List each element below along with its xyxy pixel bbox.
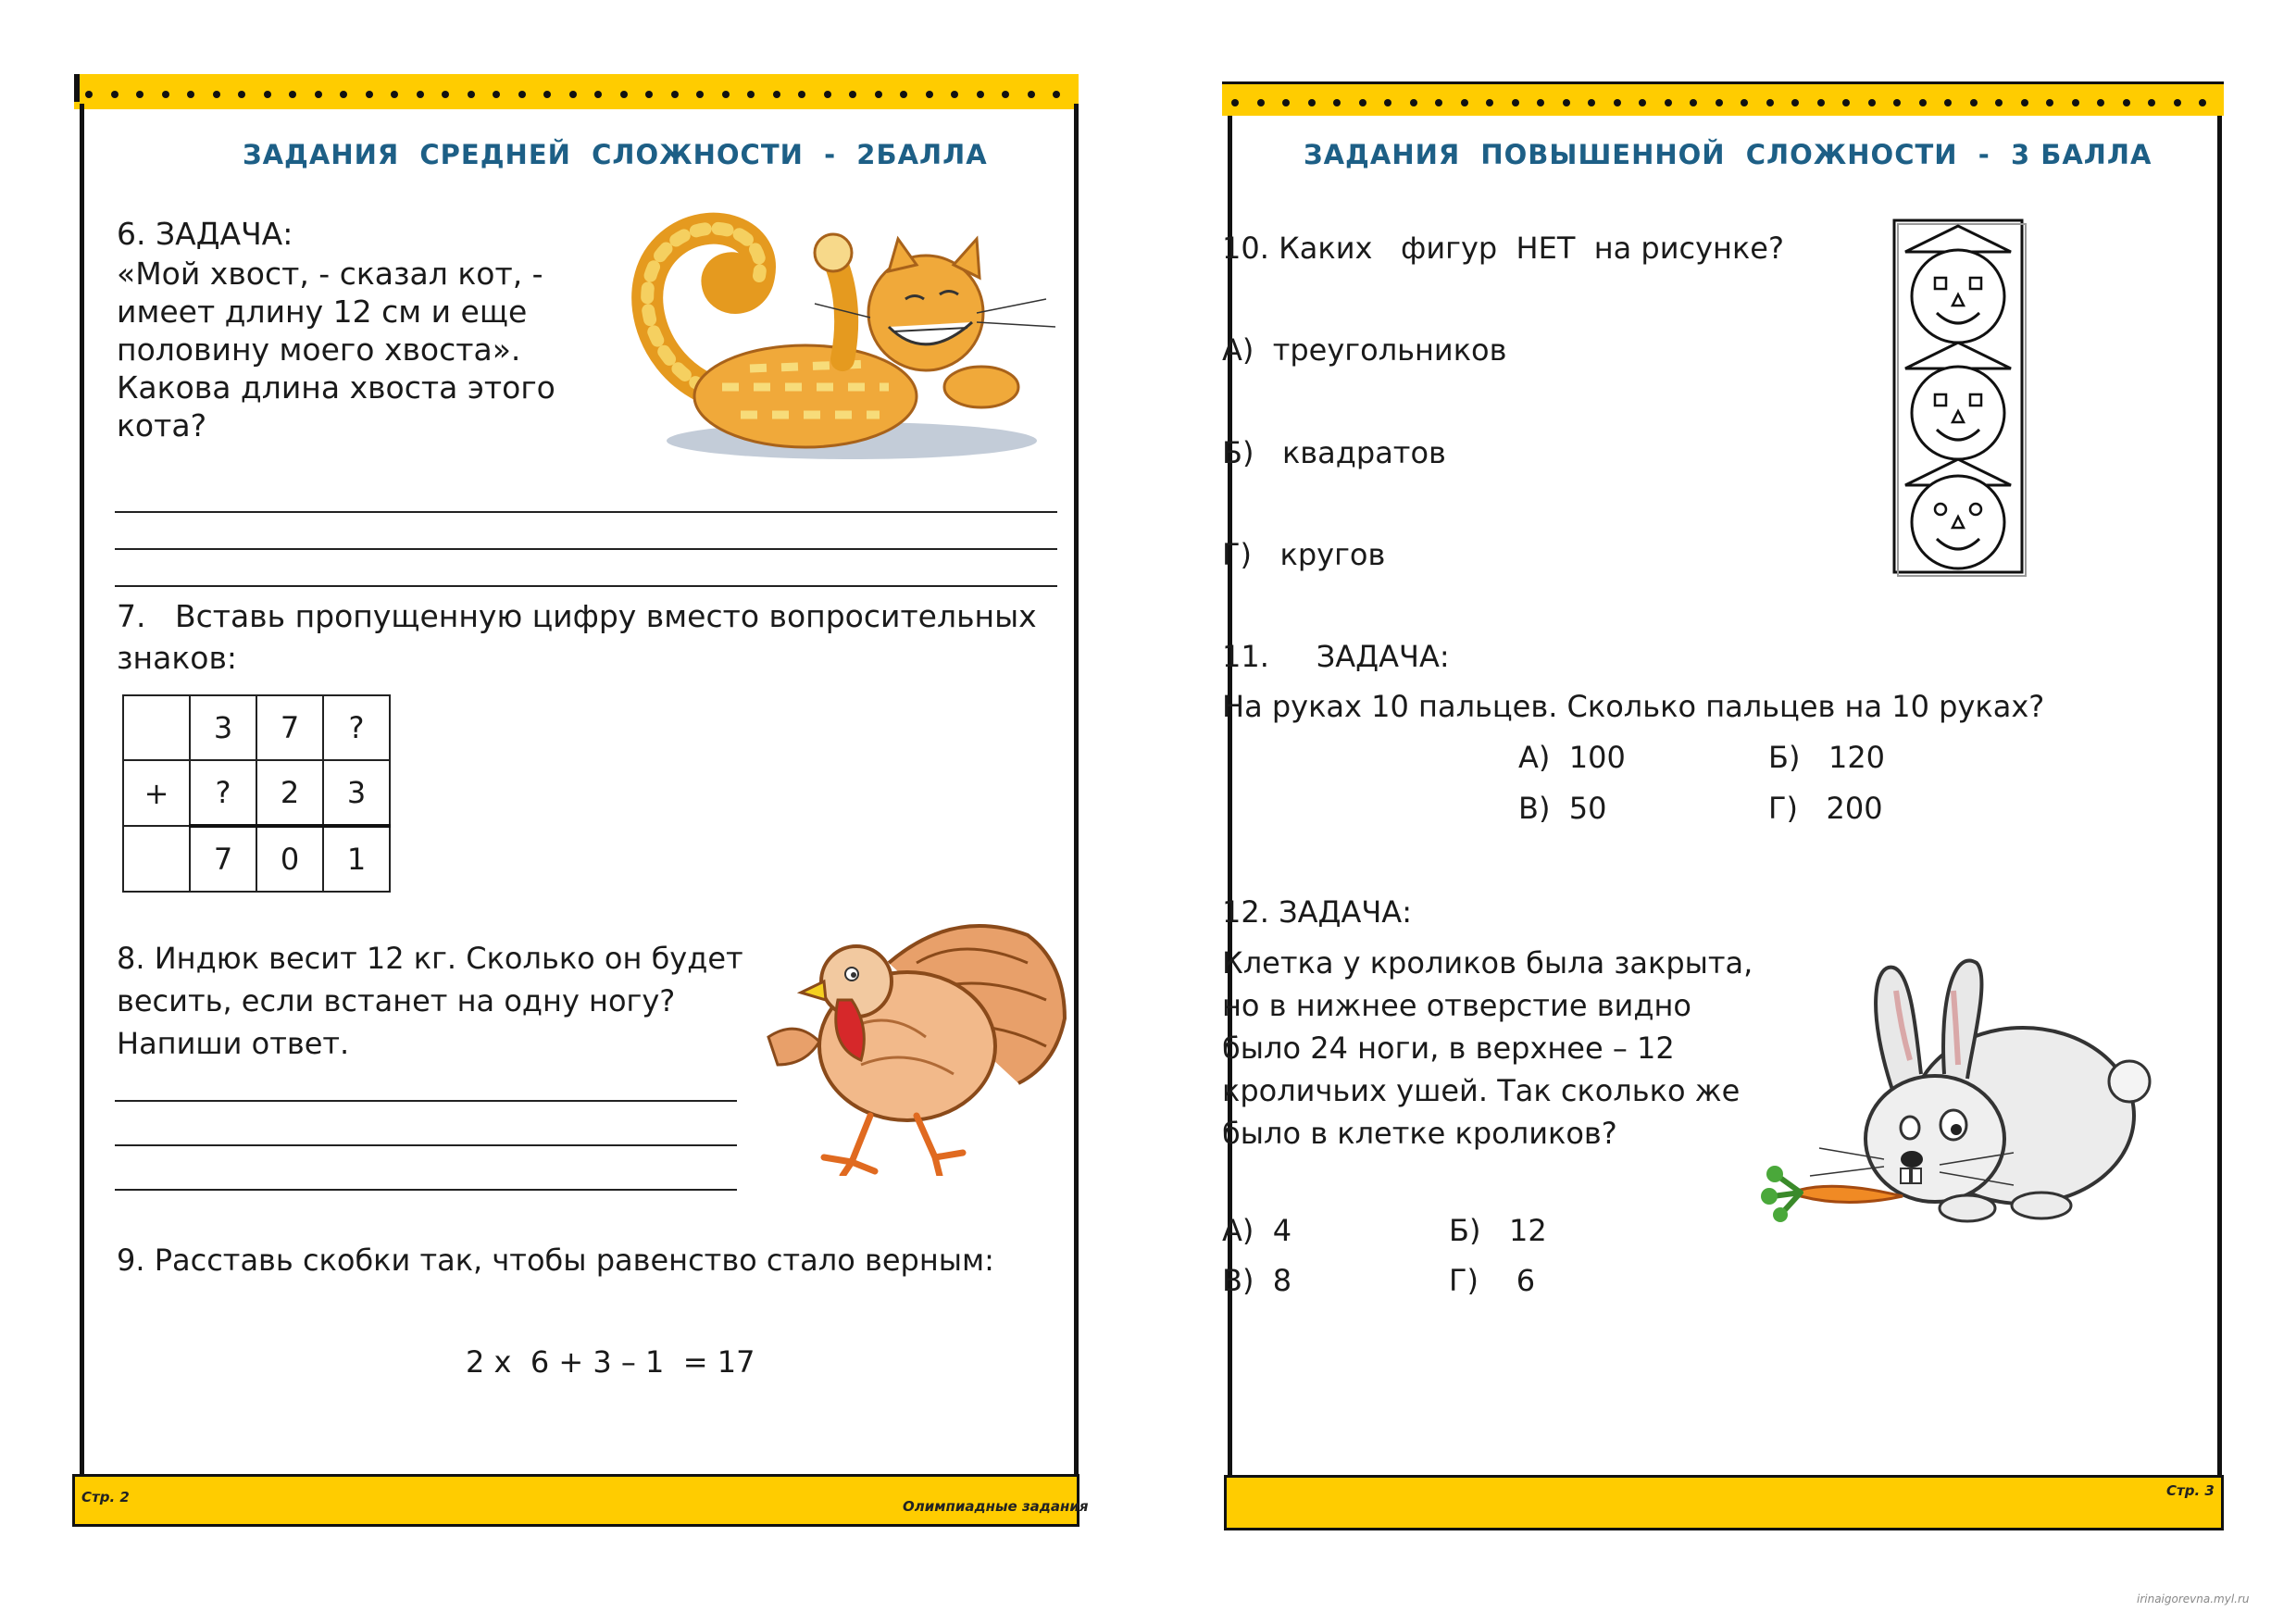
dot-decoration	[1893, 99, 1901, 106]
dot-decoration	[1512, 99, 1519, 106]
task9-equation: 2 x 6 + 3 – 1 = 17	[466, 1344, 755, 1380]
dot-decoration	[315, 91, 322, 98]
dot-decoration	[417, 91, 424, 98]
grid-cell-operator: +	[123, 760, 190, 826]
left-page-border-left	[80, 104, 84, 1479]
dot-decoration	[1028, 91, 1035, 98]
task10-option-b[interactable]: Б) квадратов	[1222, 435, 1446, 470]
dot-decoration	[493, 91, 500, 98]
dot-decoration	[2123, 99, 2130, 106]
right-heading: ЗАДАНИЯ ПОВЫШЕННОЙ СЛОЖНОСТИ - 3 БАЛЛА	[1304, 139, 2152, 170]
dot-decoration	[824, 91, 831, 98]
dot-decoration	[1257, 99, 1265, 106]
dot-decoration	[238, 91, 245, 98]
dot-decoration	[1741, 99, 1748, 106]
dot-decoration	[2072, 99, 2079, 106]
task10-question: 10. Каких фигур НЕТ на рисунке?	[1222, 231, 1784, 266]
rabbit-illustration	[1745, 954, 2162, 1231]
task11-title: 11. ЗАДАЧА:	[1222, 639, 1450, 674]
dot-decoration	[671, 91, 679, 98]
dot-decoration	[2148, 99, 2155, 106]
dot-decoration	[1282, 99, 1290, 106]
dot-decoration	[875, 91, 882, 98]
dot-decoration	[2021, 99, 2028, 106]
task7-line-1: 7. Вставь пропущенную цифру вместо вопросительных	[117, 598, 1037, 634]
dot-decoration	[543, 91, 551, 98]
grid-cell	[123, 695, 190, 760]
task9-text: 9. Расставь скобки так, чтобы равенство стало верным:	[117, 1243, 994, 1278]
dot-decoration	[187, 91, 194, 98]
dot-decoration	[1716, 99, 1723, 106]
grid-cell	[123, 826, 190, 892]
dot-decoration	[1639, 99, 1646, 106]
grid-cell-missing[interactable]: ?	[323, 695, 390, 760]
left-footer-label: Олимпиадные задания	[903, 1498, 1089, 1515]
dot-decoration	[85, 91, 93, 98]
dot-decoration	[2046, 99, 2053, 106]
dot-decoration	[136, 91, 144, 98]
grid-cell: 2	[256, 760, 323, 826]
task10-option-a[interactable]: А) треугольников	[1222, 332, 1507, 368]
task11-question: На руках 10 пальцев. Сколько пальцев на 10 руках?	[1222, 689, 2045, 724]
dot-decoration	[1995, 99, 2003, 106]
task12-option-a[interactable]: А) 4	[1222, 1213, 1292, 1248]
dot-decoration	[645, 91, 653, 98]
dot-decoration	[1435, 99, 1442, 106]
task12-option-v[interactable]: В) 8	[1222, 1263, 1292, 1298]
task10-option-g[interactable]: Г) кругов	[1222, 537, 1386, 572]
dot-decoration	[1410, 99, 1417, 106]
task12-line-4: кроличьих ушей. Так сколько же	[1222, 1073, 1741, 1108]
dot-decoration	[1665, 99, 1672, 106]
task8-line-1: 8. Индюк весит 12 кг. Сколько он будет	[117, 941, 743, 976]
task6-answer-line-2[interactable]	[115, 548, 1057, 550]
task6-line-1: «Мой хвост, - сказал кот, -	[117, 256, 543, 292]
task7-line-2: знаков:	[117, 640, 238, 676]
task12-option-b[interactable]: Б) 12	[1449, 1213, 1547, 1248]
cat-illustration	[611, 202, 1083, 466]
dot-decoration	[468, 91, 475, 98]
dot-decoration	[1359, 99, 1366, 106]
dot-decoration	[747, 91, 755, 98]
site-credit: irinaigorevna.myl.ru	[2137, 1593, 2250, 1605]
grid-cell: 7	[256, 695, 323, 760]
dot-decoration	[594, 91, 602, 98]
dot-decoration	[696, 91, 704, 98]
task8-line-2: весить, если встанет на одну ногу?	[117, 983, 676, 1018]
dot-decoration	[340, 91, 347, 98]
dot-decoration	[366, 91, 373, 98]
dot-decoration	[620, 91, 628, 98]
dot-decoration	[111, 91, 119, 98]
task8-line-3: Напиши ответ.	[117, 1026, 350, 1061]
faces-figure	[1889, 215, 2028, 578]
grid-cell: 7	[190, 826, 256, 892]
dot-decoration	[1944, 99, 1952, 106]
left-heading: ЗАДАНИЯ СРЕДНЕЙ СЛОЖНОСТИ - 2БАЛЛА	[243, 139, 988, 170]
task12-line-5: было в клетке кроликов?	[1222, 1116, 1617, 1151]
dot-decoration	[1791, 99, 1799, 106]
task12-title: 12. ЗАДАЧА:	[1222, 894, 1412, 930]
dot-decoration	[1002, 91, 1009, 98]
task6-line-3: половину моего хвоста».	[117, 331, 521, 368]
dot-decoration	[2199, 99, 2206, 106]
dot-decoration	[2097, 99, 2104, 106]
dot-decoration	[2174, 99, 2181, 106]
dot-decoration	[926, 91, 933, 98]
dot-decoration	[1461, 99, 1468, 106]
dot-decoration	[1588, 99, 1595, 106]
task12-option-g[interactable]: Г) 6	[1449, 1263, 1536, 1298]
dot-decoration	[1842, 99, 1850, 106]
task11-option-g[interactable]: Г) 200	[1768, 791, 1883, 826]
dot-decoration	[1766, 99, 1774, 106]
dot-decoration	[213, 91, 220, 98]
right-page-border-right	[2217, 116, 2222, 1481]
dot-decoration	[900, 91, 907, 98]
dot-decoration	[1868, 99, 1876, 106]
task11-option-a[interactable]: А) 100	[1518, 740, 1626, 775]
dot-decoration	[977, 91, 984, 98]
dot-decoration	[289, 91, 296, 98]
dot-decoration	[264, 91, 271, 98]
task8-answer-line-1[interactable]	[115, 1100, 737, 1102]
task6-line-4: Какова длина хвоста этого	[117, 369, 555, 406]
dot-decoration	[518, 91, 526, 98]
task12-line-2: но в нижнее отверстие видно	[1222, 988, 1691, 1023]
dot-decoration	[1970, 99, 1978, 106]
turkey-illustration	[750, 907, 1083, 1176]
task12-line-3: было 24 ноги, в верхнее – 12	[1222, 1031, 1675, 1066]
task8-answer-line-2[interactable]	[115, 1144, 737, 1146]
dot-decoration	[1384, 99, 1391, 106]
dot-decoration	[1308, 99, 1316, 106]
left-footer-page: Стр. 2	[81, 1489, 130, 1505]
dot-decoration	[1919, 99, 1927, 106]
task6-title: 6. ЗАДАЧА:	[117, 216, 293, 252]
task11-option-v[interactable]: В) 50	[1518, 791, 1607, 826]
dot-decoration	[1614, 99, 1621, 106]
grid-cell: 1	[323, 826, 390, 892]
task11-option-b[interactable]: Б) 120	[1768, 740, 1886, 775]
task12-line-1: Клетка у кроликов была закрыта,	[1222, 945, 1753, 981]
dot-decoration	[162, 91, 169, 98]
dot-decoration	[1690, 99, 1697, 106]
grid-cell: 0	[256, 826, 323, 892]
dot-decoration	[1053, 91, 1060, 98]
grid-cell: 3	[323, 760, 390, 826]
task6-answer-line-3[interactable]	[115, 585, 1057, 587]
dot-decoration	[1231, 99, 1239, 106]
task7-sum-grid	[122, 694, 391, 893]
dot-decoration	[849, 91, 856, 98]
dot-decoration	[773, 91, 780, 98]
right-footer-page: Стр. 3	[2166, 1482, 2215, 1499]
grid-cell: 3	[190, 695, 256, 760]
right-footer-bar	[1224, 1475, 2224, 1530]
dot-decoration	[798, 91, 805, 98]
task8-answer-line-3[interactable]	[115, 1189, 737, 1191]
dot-decoration	[1817, 99, 1825, 106]
dot-decoration	[569, 91, 577, 98]
dot-decoration	[442, 91, 449, 98]
grid-cell-missing[interactable]: ?	[190, 760, 256, 826]
task6-line-2: имеет длину 12 см и еще	[117, 294, 528, 330]
dot-decoration	[1537, 99, 1544, 106]
dot-decoration	[722, 91, 730, 98]
dot-decoration	[391, 91, 398, 98]
dot-decoration	[1333, 99, 1341, 106]
task6-answer-line-1[interactable]	[115, 511, 1057, 513]
dot-decoration	[951, 91, 958, 98]
dot-decoration	[1563, 99, 1570, 106]
dot-decoration	[1486, 99, 1493, 106]
task6-line-5: кота?	[117, 407, 207, 443]
